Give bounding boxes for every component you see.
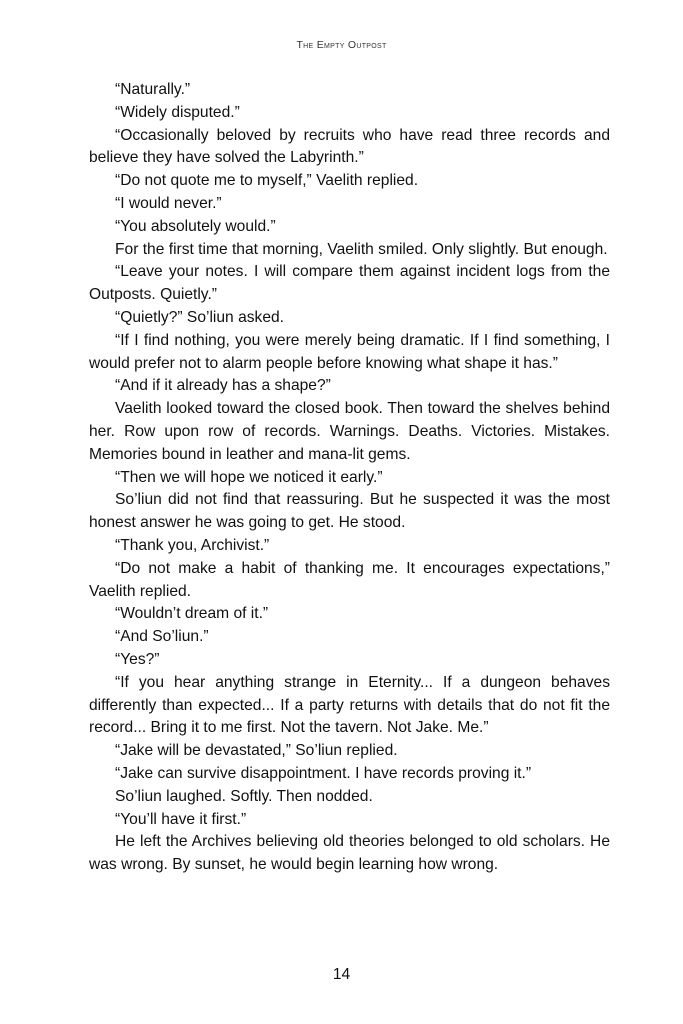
body-text [89,79,610,877]
paragraph: For the first time that morning, Vaelith smiled. Only slightly. But enough. [115,240,608,258]
running-header: The Empty Outpost [296,39,387,51]
paragraph: “Then we will hope we noticed it early.” [115,468,383,486]
paragraph: “Do not quote me to myself,” Vaelith replied. [115,172,419,190]
paragraph: Vaelith looked toward the closed book. Then toward the shelves behind her. Row upon row of records. Warnings. Deaths. Victories. Mistakes. Memories bound in leather and mana-lit gems. [89,400,610,463]
paragraph: “If you hear anything strange in Eternity... If a dungeon behaves differently than expected... If a party returns with details that do not fit the record... Bring it to me first. Not the tavern. Not Jake. Me.” [89,673,610,737]
paragraph: “Thank you, Archivist.” [115,536,270,554]
paragraph: “I would never.” [115,194,222,212]
paragraph: So’liun laughed. Softly. Then nodded. [115,787,373,805]
paragraph: “Wouldn’t dream of it.” [115,605,269,623]
paragraph: “Do not make a habit of thanking me. It encourages expectations,” Vaelith replied. [89,559,610,600]
paragraph: “And So’liun.” [115,628,209,646]
paragraph: “Jake can survive disappointment. I have records proving it.” [115,764,532,782]
paragraph: “You’ll have it first.” [115,810,247,828]
paragraph: “Widely disputed.” [115,103,240,121]
paragraph: So’liun did not find that reassuring. But he suspected it was the most honest answer he was going to get. He stood. [89,491,610,532]
paragraph: “Jake will be devastated,” So’liun replied. [115,742,398,760]
paragraph: “Leave your notes. I will compare them against incident logs from the Outposts. Quietly.” [89,263,610,304]
paragraph: “Naturally.” [115,81,191,98]
paragraph: He left the Archives believing old theories belonged to old scholars. He was wrong. By sunset, he would begin learning how wrong. [89,833,610,874]
paragraph: “Occasionally beloved by recruits who have read three records and believe they have solved the Labyrinth.” [89,126,610,167]
paragraph: “And if it already has a shape?” [115,377,331,395]
page-number: 14 [332,966,351,983]
paragraph: “You absolutely would.” [115,217,276,235]
paragraph: “Quietly?” So’liun asked. [115,308,285,326]
paragraph: “If I find nothing, you were merely being dramatic. If I find something, I would prefer not to alarm people before knowing what shape it has.” [89,331,610,372]
paragraph: “Yes?” [115,650,160,668]
